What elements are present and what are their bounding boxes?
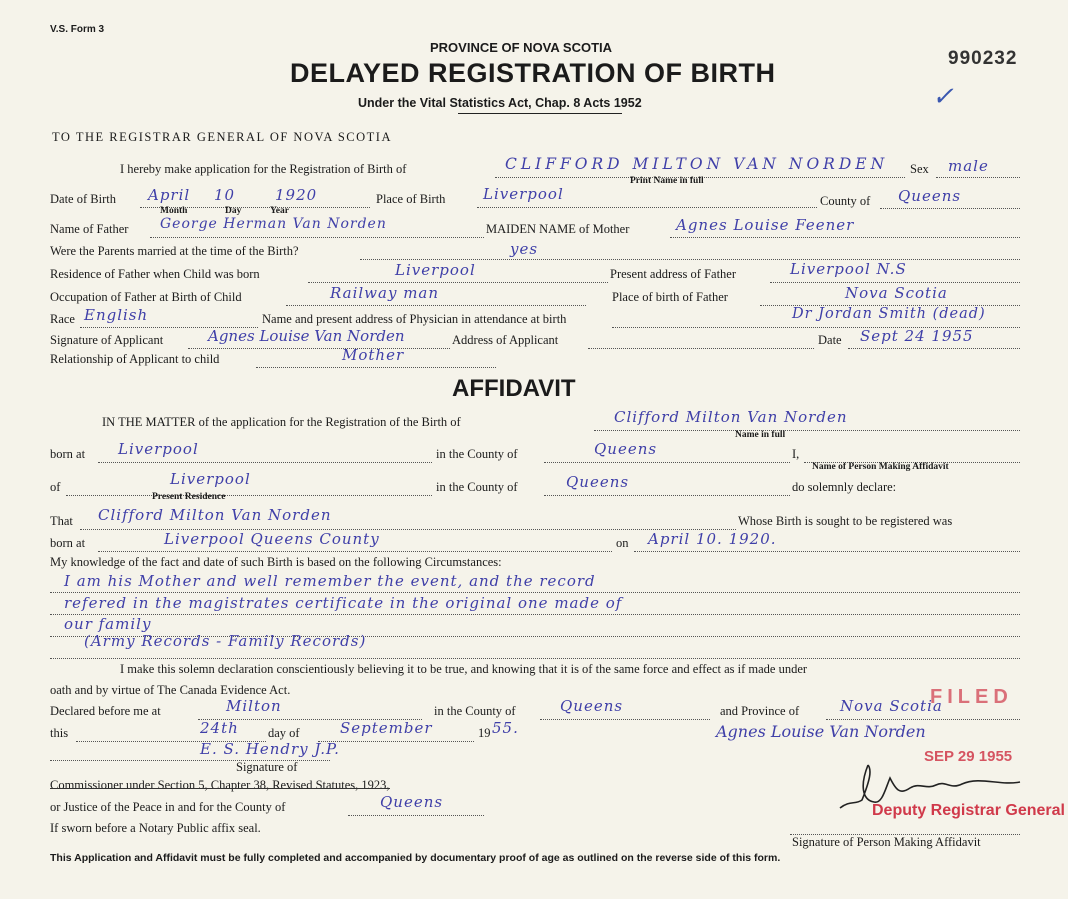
serial-number: 990232 [948, 48, 1018, 69]
born-place-value: Liverpool Queens County [164, 530, 380, 548]
married-label: Were the Parents married at the time of the Birth? [50, 244, 299, 258]
addressee: TO THE REGISTRAR GENERAL OF NOVA SCOTIA [52, 130, 393, 144]
of-label: of [50, 480, 61, 494]
born-date-value: April 10. 1920. [648, 530, 777, 548]
print-name-caption: Print Name in full [630, 176, 704, 186]
born-at-value: Liverpool [118, 440, 199, 458]
county-label-1: in the County of [436, 447, 518, 461]
stamp-date: SEP 29 1955 [924, 748, 1013, 765]
declared-county-value: Queens [560, 697, 624, 715]
commissioner-signature: E. S. Hendry J.P. [200, 740, 340, 758]
sex-value: male [948, 157, 989, 175]
footer-note: This Application and Affidavit must be fully completed and accompanied by documentary proof of age as outlined on the reverse side of this form. [50, 852, 781, 864]
name-in-full-caption: Name in full [735, 430, 786, 440]
circumstance-line-1: I am his Mother and well remember the event, and the record [64, 572, 596, 590]
residence-affidavit-value: Liverpool [170, 470, 251, 488]
signature-of-caption: Signature of [236, 760, 298, 774]
solemn-text-2: oath and by virtue of The Canada Evidence Act. [50, 683, 291, 697]
province-value: Nova Scotia [840, 697, 943, 715]
affidavit-child-name: Clifford Milton Van Norden [614, 408, 848, 426]
circumstance-line-2: refered in the magistrates certificate in the original one made of [64, 594, 623, 612]
signature-label: Signature of Applicant [50, 333, 164, 347]
subtitle-underline [458, 113, 622, 114]
month-value: September [340, 719, 433, 737]
county-value: Queens [898, 187, 962, 205]
married-value: yes [510, 240, 539, 258]
born-at-label-2: born at [50, 536, 86, 550]
date-label: Date [818, 333, 842, 347]
occupation-label: Occupation of Father at Birth of Child [50, 290, 242, 304]
page-subtitle: Under the Vital Statistics Act, Chap. 8 Acts 1952 [358, 96, 642, 110]
present-address-value: Liverpool N.S [790, 260, 907, 278]
province-heading: PROVINCE OF NOVA SCOTIA [430, 40, 613, 55]
i-label: I, [792, 447, 800, 461]
affiant-signature: Agnes Louise Van Norden [716, 722, 926, 741]
page-title: DELAYED REGISTRATION OF BIRTH [290, 58, 776, 88]
place-value: Liverpool [483, 185, 564, 203]
present-address-label: Present address of Father [610, 267, 737, 281]
on-label: on [616, 536, 629, 550]
month-caption: Month [160, 206, 188, 216]
whose-birth-label: Whose Birth is sought to be registered was [738, 514, 953, 528]
matter-label: IN THE MATTER of the application for the Registration of the Birth of [102, 415, 461, 429]
year-prefix: 19 [478, 726, 491, 740]
affidavit-heading: AFFIDAVIT [452, 375, 576, 402]
solemn-text-1: I make this solemn declaration conscientiously believing it to be true, and knowing that it is of the same force and effect as if made under [120, 662, 808, 676]
physician-label: Name and present address of Physician in attendance at birth [262, 312, 567, 326]
day-value: 24th [200, 719, 239, 737]
this-label: this [50, 726, 69, 740]
dob-month-value: April [148, 186, 191, 204]
filed-stamp: FILED [930, 686, 1013, 708]
that-name-value: Clifford Milton Van Norden [98, 506, 332, 524]
applicant-signature: Agnes Louise Van Norden [208, 327, 405, 345]
declared-label: Declared before me at [50, 704, 161, 718]
residence-label: Residence of Father when Child was born [50, 267, 260, 281]
day-caption: Day [225, 206, 242, 216]
justice-label: or Justice of the Peace in and for the County of [50, 800, 286, 814]
year-value: 55. [492, 719, 519, 737]
born-at-label: born at [50, 447, 86, 461]
date-value: Sept 24 1955 [860, 327, 974, 345]
form-code: V.S. Form 3 [50, 24, 105, 35]
intro-label: I hereby make application for the Registration of Birth of [120, 162, 407, 176]
dob-year-value: 1920 [275, 186, 318, 204]
notary-text: If sworn before a Notary Public affix seal. [50, 821, 261, 835]
father-name-value: George Herman Van Norden [160, 216, 387, 232]
mother-label: MAIDEN NAME of Mother [486, 222, 630, 236]
sex-label: Sex [910, 162, 929, 176]
county-label: County of [820, 194, 871, 208]
circumstance-line-3: our family [64, 615, 152, 633]
race-value: English [84, 306, 149, 324]
race-label: Race [50, 312, 75, 326]
year-caption: Year [270, 206, 289, 216]
declare-label: do solemnly declare: [792, 480, 897, 494]
mother-name-value: Agnes Louise Feener [676, 216, 855, 234]
declared-county-label: in the County of [434, 704, 516, 718]
residence-value: Liverpool [395, 261, 476, 279]
present-residence-caption: Present Residence [152, 492, 226, 502]
father-birthplace-label: Place of birth of Father [612, 290, 728, 304]
child-name-value: CLIFFORD MILTON VAN NORDEN [505, 155, 889, 173]
county-label-2: in the County of [436, 480, 518, 494]
deputy-registrar-stamp: Deputy Registrar General [872, 802, 1065, 819]
address-label: Address of Applicant [452, 333, 559, 347]
justice-county-value: Queens [380, 793, 444, 811]
day-of-label: day of [268, 726, 300, 740]
place-label: Place of Birth [376, 192, 446, 206]
commissioner-text: Commissioner under Section 5, Chapter 38, Revised Statutes, 1923, [50, 778, 390, 792]
dob-label: Date of Birth [50, 192, 116, 206]
affiant-signature-caption: Signature of Person Making Affidavit [792, 835, 981, 849]
declared-at-value: Milton [226, 697, 282, 715]
occupation-value: Railway man [330, 284, 440, 302]
relationship-label: Relationship of Applicant to child [50, 352, 220, 366]
check-mark-icon: ✓ [932, 82, 955, 112]
that-label: That [50, 514, 73, 528]
relationship-value: Mother [342, 346, 405, 364]
province-label: and Province of [720, 704, 800, 718]
county-value-2: Queens [566, 473, 630, 491]
physician-value: Dr Jordan Smith (dead) [792, 306, 986, 322]
affiant-caption: Name of Person Making Affidavit [812, 462, 949, 472]
father-birthplace-value: Nova Scotia [845, 284, 948, 302]
father-label: Name of Father [50, 222, 129, 236]
knowledge-label: My knowledge of the fact and date of such Birth is based on the following Circumstances: [50, 555, 502, 569]
dob-day-value: 10 [214, 186, 236, 204]
county-value-1: Queens [594, 440, 658, 458]
circumstance-line-4: (Army Records - Family Records) [84, 632, 367, 650]
